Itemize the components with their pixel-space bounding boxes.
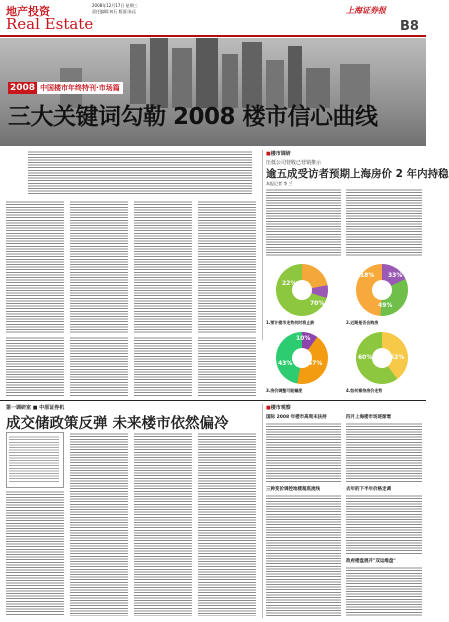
pie-chart-3 xyxy=(266,330,342,396)
column-divider xyxy=(262,150,263,340)
pie-chart-1-label-1: 22% xyxy=(282,280,297,287)
sidebar-box-text xyxy=(9,435,59,483)
lower-text xyxy=(70,432,128,616)
editor-line: 责任编辑:何石 版面:朱远 xyxy=(92,9,136,14)
article-column xyxy=(70,336,128,396)
survey-byline: 本报记者 李 兰 xyxy=(266,181,293,186)
lower-right-tag: ■楼市观察 xyxy=(266,405,291,411)
lower-right-subhead-3: 三种变价调控地楼超底流线 xyxy=(266,487,320,492)
pie-chart-3-caption: 3.房价调整可能幅度 xyxy=(266,388,303,393)
lower-right-article xyxy=(266,404,422,618)
survey-text xyxy=(266,188,341,256)
article-column xyxy=(198,336,256,396)
column-divider xyxy=(262,404,263,618)
lower-right-text xyxy=(346,566,422,616)
hero-kicker-text: 中国楼市年终特刊·市场篇 xyxy=(37,82,123,94)
date-line: 2008年12月17日 星期三 xyxy=(92,3,138,8)
pie-chart-4-caption: 4.如何看待房价走势 xyxy=(346,388,383,393)
masthead xyxy=(0,0,426,42)
newspaper-brand: 上海证券报 xyxy=(346,5,386,15)
lower-column-tag-label: 第一调研室 xyxy=(6,405,32,411)
lower-right-subhead-4: 去年的下半年价格走调 xyxy=(346,487,391,492)
article-column xyxy=(70,200,128,334)
lower-text xyxy=(6,490,64,616)
survey-text xyxy=(346,188,422,256)
pie-chart-3-label-1: 10% xyxy=(296,335,311,342)
section-title-cn: 地产投资 xyxy=(6,5,50,18)
section-title-en: Real Estate xyxy=(6,15,94,33)
pie-chart-2 xyxy=(346,262,422,328)
main-article-body-lower xyxy=(6,336,258,398)
lower-article xyxy=(6,404,258,618)
pie-chart-2-label-1: 18% xyxy=(360,272,375,279)
sidebar-box xyxy=(6,432,64,488)
article-column xyxy=(134,200,192,334)
lower-text xyxy=(134,432,192,616)
article-column xyxy=(198,200,256,334)
lower-right-text xyxy=(346,494,422,554)
article-column xyxy=(6,336,64,396)
column-tag-label: 楼市调研 xyxy=(270,151,291,157)
column-tag: ■楼市调研 xyxy=(266,151,291,157)
masthead-rule xyxy=(0,35,426,37)
pie-chart-2-hole xyxy=(372,280,392,300)
intro-lede xyxy=(28,150,252,196)
article-column xyxy=(6,200,64,334)
main-article-body xyxy=(6,200,258,336)
lower-column-tag: 第一调研室 ■ 中原证券机 xyxy=(6,405,65,411)
lower-right-text xyxy=(266,422,341,482)
pie-chart-1 xyxy=(266,262,342,328)
building-silhouette xyxy=(130,44,146,104)
page-number: B8 xyxy=(400,19,419,34)
hero-kicker xyxy=(8,82,123,94)
lower-right-subhead-5: 政府楼盘展开"双运维盘" xyxy=(346,559,396,564)
hero-photo xyxy=(0,38,426,146)
pie-chart-3-label-3: 47% xyxy=(308,360,323,367)
lower-right-text xyxy=(346,422,422,482)
pie-chart-1-caption: 1.预计楼市走势何时将止跌 xyxy=(266,320,315,325)
lower-right-subhead-2: 四月上海楼市场逐渐增 xyxy=(346,415,391,420)
pie-chart-4-label-1: 60% xyxy=(358,354,373,361)
lower-headline: 成交储政策反弹 未来楼市依然偏冷 xyxy=(6,416,229,432)
lower-right-subhead-1: 国际 2008 年楼市高周末扶持 xyxy=(266,415,327,420)
article-column xyxy=(134,336,192,396)
intro-text xyxy=(28,150,252,194)
survey-article xyxy=(266,150,449,260)
lower-right-text xyxy=(266,494,341,616)
survey-headline: 逾五成受访者预期上海房价 2 年内持稳 xyxy=(266,168,449,180)
section-divider xyxy=(0,400,426,401)
lower-right-tag-label: 楼市观察 xyxy=(270,405,291,411)
pie-chart-2-label-2: 33% xyxy=(388,272,403,279)
hero-headline: 三大关键词勾勒 2008 楼市信心曲线 xyxy=(8,104,378,130)
pie-chart-3-label-2: 43% xyxy=(278,360,293,367)
chart-panel xyxy=(266,262,422,396)
pie-chart-2-caption: 2.近期是否会购房 xyxy=(346,320,379,325)
pie-chart-1-label-2: 70% xyxy=(310,300,325,307)
lower-sub-tag: 中原证券机 xyxy=(39,405,65,411)
pie-chart-4-hole xyxy=(372,348,392,368)
pie-chart-2-label-3: 49% xyxy=(378,302,393,309)
survey-subtitle: 压低公司营收已营销推示 xyxy=(266,160,322,166)
pie-chart-4-label-2: 52% xyxy=(390,354,405,361)
lower-text xyxy=(198,432,256,616)
hero-kicker-year: 2008 xyxy=(10,83,36,93)
pie-chart-4 xyxy=(346,330,422,396)
